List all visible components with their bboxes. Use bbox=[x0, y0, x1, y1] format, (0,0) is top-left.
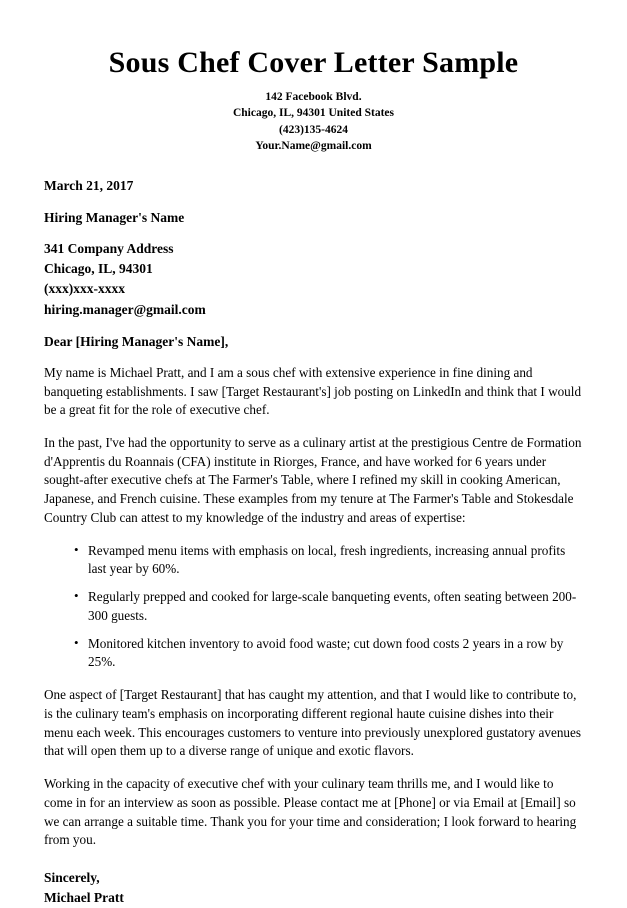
sender-contact-block bbox=[44, 89, 583, 154]
recipient-name: Hiring Manager's Name bbox=[44, 209, 185, 225]
sender-city-state: Chicago, IL, 94301 United States bbox=[232, 107, 394, 120]
sender-address: 142 Facebook Blvd. bbox=[265, 91, 362, 103]
body-paragraph-3: One aspect of [Target Restaurant] that has caught my attention, and that I would like to contribute to, is the culinary team's emphasis on incorporating different regional haute cuisine dishes into their menu each week. This encourages customers to venture into previously unexplored gustatory avenues that will open them up to a diverse range of unique and exotic flavors. bbox=[44, 687, 581, 759]
sign-off: Sincerely, bbox=[44, 869, 100, 885]
list-item: • Regularly prepped and cooked for large-scale banqueting events, often seating between 200-300 guests. bbox=[74, 588, 583, 625]
signature-name: Michael Pratt bbox=[44, 890, 124, 906]
sender-email: Your.Name@gmail.com bbox=[255, 139, 372, 152]
list-item: • Revamped menu items with emphasis on local, fresh ingredients, increasing annual profits last year by 60%. bbox=[74, 542, 583, 579]
letter-date: March 21, 2017 bbox=[44, 178, 134, 194]
body-paragraph-1: My name is Michael Pratt, and I am a sous chef with extensive experience in fine dining and banqueting establishments. I saw [Target Restaurant's] job posting on LinkedIn and think that I would be a great fit for the role of executive chef. bbox=[44, 364, 582, 418]
company-address: 341 Company Address bbox=[44, 240, 174, 256]
page-title: Sous Chef Cover Letter Sample bbox=[108, 46, 519, 79]
salutation: Dear [Hiring Manager's Name], bbox=[44, 333, 229, 349]
meta-spacer bbox=[44, 197, 583, 208]
body-paragraph-2: In the past, I've had the opportunity to serve as a culinary artist at the prestigious Centre de Formation d'Apprentis du Roannais (CFA) institute in Riorges, France, and have worked for 6 years under sought-after executive chefs at The Farmer's Table, where I refined my skill in cooking American, Japanese, and French cuisine. These examples from my tenure at The Farmer's Table and Stokesdale Country Club can attest to my knowledge of the industry and areas of expertise: bbox=[44, 435, 582, 525]
list-item: • Monitored kitchen inventory to avoid food waste; cut down food costs 2 years in a row by 25%. bbox=[74, 635, 583, 672]
company-email: hiring.manager@gmail.com bbox=[44, 301, 206, 317]
company-city: Chicago, IL, 94301 bbox=[44, 261, 153, 277]
body-paragraph-4: Working in the capacity of executive chef with your culinary team thrills me, and I would like to come in for an interview as soon as possible. Please contact me at [Phone] or via Email at [Email] so we can arrange a suitable time. Thank you for your time and consideration; I look forward to hearing from you. bbox=[44, 776, 577, 848]
closing-block bbox=[44, 868, 583, 908]
company-phone: (xxx)xxx-xxxx bbox=[44, 281, 125, 297]
letter-meta-block bbox=[44, 176, 583, 320]
sender-phone: (423)135-4624 bbox=[279, 123, 348, 136]
meta-spacer-two bbox=[44, 228, 583, 239]
achievement-list bbox=[44, 542, 583, 672]
